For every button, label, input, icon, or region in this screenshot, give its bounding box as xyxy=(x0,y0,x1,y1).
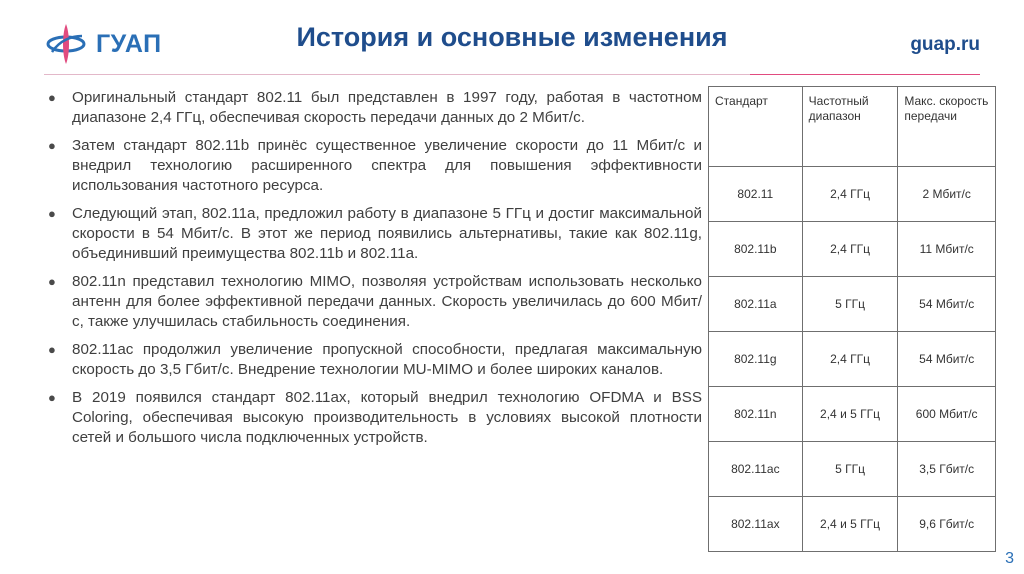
table-row xyxy=(709,442,996,497)
table-row xyxy=(709,332,996,387)
bullet-dot-icon: ● xyxy=(48,342,56,357)
table-cell: 802.11g xyxy=(709,332,803,387)
list-item-text: 802.11ac продолжил увеличение пропускной способности, предлагая максимальную скорость до 3,5 Гбит/с. Внедрение технологии MU-MIMO и более широких каналов. xyxy=(72,341,702,378)
table-row xyxy=(709,277,996,332)
table-row xyxy=(709,222,996,277)
table-cell: 9,6 Гбит/с xyxy=(898,497,996,552)
table-cell: 802.11ax xyxy=(709,497,803,552)
standards-table xyxy=(708,86,996,552)
list-item-text: Оригинальный стандарт 802.11 был представлен в 1997 году, работая в частотном диапазоне 2,4 ГГц, обеспечивая скорость передачи данных до 2 Мбит/с. xyxy=(72,89,702,126)
table-cell: 11 Мбит/с xyxy=(898,222,996,277)
table-cell: 600 Мбит/с xyxy=(898,387,996,442)
table-cell: 802.11n xyxy=(709,387,803,442)
header-divider xyxy=(44,74,980,75)
bullet-dot-icon: ● xyxy=(48,90,56,105)
logo-text: ГУАП xyxy=(96,29,162,58)
table-cell: 802.11ac xyxy=(709,442,803,497)
list-item xyxy=(44,204,702,264)
table-header-cell: Частотный диапазон xyxy=(802,87,898,167)
list-item xyxy=(44,388,702,448)
list-item-text: Следующий этап, 802.11a, предложил работу в диапазоне 5 ГГц и достиг максимальной скорости в 54 Мбит/с. В этот же период появились альтернативы, такие как 802.11g, объединивший преимущества 802.11b и 802.11a. xyxy=(72,205,702,262)
list-item xyxy=(44,340,702,380)
list-item xyxy=(44,136,702,196)
table-cell: 54 Мбит/с xyxy=(898,277,996,332)
list-item xyxy=(44,88,702,128)
list-item xyxy=(44,272,702,332)
table-row xyxy=(709,167,996,222)
table-cell: 2,4 и 5 ГГц xyxy=(802,387,898,442)
table-cell: 802.11a xyxy=(709,277,803,332)
bullet-dot-icon: ● xyxy=(48,390,56,405)
site-link[interactable]: guap.ru xyxy=(910,34,980,55)
page-number: 3 xyxy=(1005,550,1014,567)
list-item-text: 802.11n представил технологию MIMO, позволяя устройствам использовать несколько антенн для более эффективной передачи данных. Скорость увеличилась до 600 Мбит/с, также улучшилась стабильность соединения. xyxy=(72,273,702,330)
bullet-dot-icon: ● xyxy=(48,274,56,289)
table-cell: 2,4 ГГц xyxy=(802,222,898,277)
list-item-text: Затем стандарт 802.11b принёс существенное увеличение скорости до 11 Мбит/с и внедрил технологию расширенного спектра для повышения эффективности использования частотного ресурса. xyxy=(72,137,702,194)
table-cell: 5 ГГц xyxy=(802,442,898,497)
table-cell: 2,4 и 5 ГГц xyxy=(802,497,898,552)
table-cell: 3,5 Гбит/с xyxy=(898,442,996,497)
list-item-text: В 2019 появился стандарт 802.11ax, который внедрил технологию OFDMA и BSS Coloring, обеспечивая высокую производительность в условиях высокой плотности сетей и большого числа подключенных устройств. xyxy=(72,389,702,446)
table-cell: 5 ГГц xyxy=(802,277,898,332)
table-cell: 2 Мбит/с xyxy=(898,167,996,222)
bullet-dot-icon: ● xyxy=(48,138,56,153)
table-cell: 54 Мбит/с xyxy=(898,332,996,387)
page-title: История и основные изменения xyxy=(296,22,728,52)
table-row xyxy=(709,387,996,442)
table-header-cell: Стандарт xyxy=(709,87,803,167)
table-header-cell: Макс. скорость передачи xyxy=(898,87,996,167)
table-cell: 802.11b xyxy=(709,222,803,277)
table-header-row xyxy=(709,87,996,167)
table-cell: 2,4 ГГц xyxy=(802,332,898,387)
table-row xyxy=(709,497,996,552)
bullet-dot-icon: ● xyxy=(48,206,56,221)
table-cell: 2,4 ГГц xyxy=(802,167,898,222)
bullet-list xyxy=(44,88,702,456)
table-cell: 802.11 xyxy=(709,167,803,222)
